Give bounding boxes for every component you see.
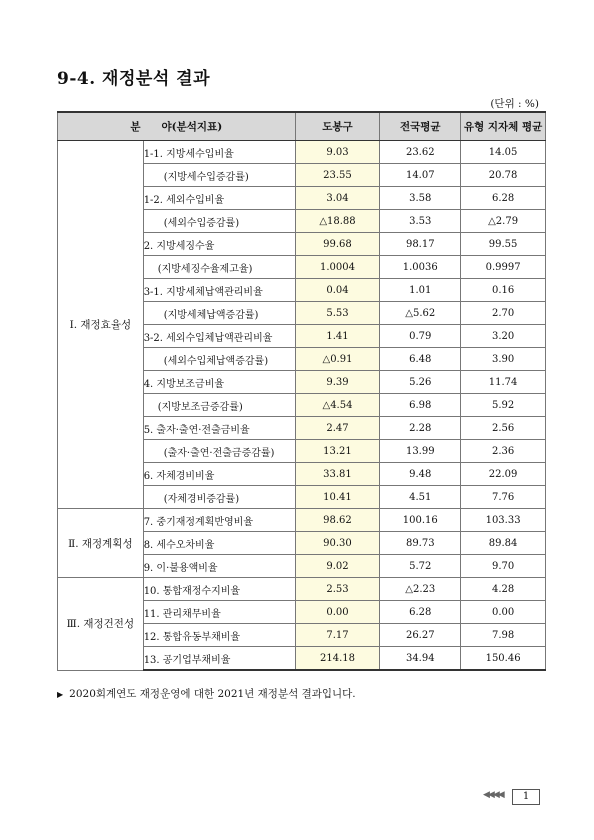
national-value: 9.48 <box>380 463 461 486</box>
dobong-value: 0.00 <box>295 601 380 624</box>
national-value: 100.16 <box>380 509 461 532</box>
type-avg-value: 7.98 <box>461 624 546 647</box>
type-avg-value: 0.00 <box>461 601 546 624</box>
type-avg-value: 11.74 <box>461 371 546 394</box>
row-label: 11. 관리채무비율 <box>143 601 295 624</box>
type-avg-value: 2.56 <box>461 417 546 440</box>
type-avg-value: 6.28 <box>461 187 546 210</box>
national-value: 5.72 <box>380 555 461 578</box>
header-field: 분 야(분석지표) <box>58 112 296 141</box>
national-value: 1.01 <box>380 279 461 302</box>
dobong-value: 9.02 <box>295 555 380 578</box>
national-value: △2.23 <box>380 578 461 601</box>
national-value: 1.0036 <box>380 256 461 279</box>
category-planning: Ⅱ. 재정계획성 <box>58 509 144 578</box>
row-label: 5. 출자·출연·전출금비율 <box>143 417 295 440</box>
footnote <box>57 686 356 701</box>
dobong-value: 5.53 <box>295 302 380 325</box>
triangle-bullet-icon: ▶ <box>57 690 64 699</box>
dobong-value: 0.04 <box>295 279 380 302</box>
national-value: 5.26 <box>380 371 461 394</box>
row-label: 1-2. 세외수입비율 <box>143 187 295 210</box>
row-label: (지방세체납액증감률) <box>143 302 295 325</box>
type-avg-value: 5.92 <box>461 394 546 417</box>
row-label: 4. 지방보조금비율 <box>143 371 295 394</box>
dobong-value: △0.91 <box>295 348 380 371</box>
table-row <box>58 578 546 601</box>
type-avg-value: 0.9997 <box>461 256 546 279</box>
type-avg-value: 3.90 <box>461 348 546 371</box>
national-value: 34.94 <box>380 647 461 671</box>
dobong-value: 13.21 <box>295 440 380 463</box>
dobong-value: 33.81 <box>295 463 380 486</box>
table-row <box>58 509 546 532</box>
type-avg-value: △2.79 <box>461 210 546 233</box>
category-soundness: Ⅲ. 재정건전성 <box>58 578 144 671</box>
row-label: (지방보조금증감률) <box>143 394 295 417</box>
national-value: 89.73 <box>380 532 461 555</box>
national-value: 6.98 <box>380 394 461 417</box>
dobong-value: 9.39 <box>295 371 380 394</box>
type-avg-value: 0.16 <box>461 279 546 302</box>
chevrons-left-icon: ◀◀◀◀ <box>483 790 503 800</box>
type-avg-value: 20.78 <box>461 164 546 187</box>
type-avg-value: 4.28 <box>461 578 546 601</box>
national-value: 0.79 <box>380 325 461 348</box>
type-avg-value: 9.70 <box>461 555 546 578</box>
national-value: 23.62 <box>380 141 461 164</box>
row-label: (자체경비증감률) <box>143 486 295 509</box>
type-avg-value: 2.70 <box>461 302 546 325</box>
dobong-value: 214.18 <box>295 647 380 671</box>
table-row <box>58 141 546 164</box>
dobong-value: 1.0004 <box>295 256 380 279</box>
national-value: 3.53 <box>380 210 461 233</box>
national-value: 98.17 <box>380 233 461 256</box>
row-label: 10. 통합재정수지비율 <box>143 578 295 601</box>
type-avg-value: 2.36 <box>461 440 546 463</box>
dobong-value: 7.17 <box>295 624 380 647</box>
national-value: 2.28 <box>380 417 461 440</box>
row-label: 3-1. 지방세체납액관리비율 <box>143 279 295 302</box>
row-label: (세외수입체납액증감률) <box>143 348 295 371</box>
type-avg-value: 103.33 <box>461 509 546 532</box>
row-label: (세외수입증감률) <box>143 210 295 233</box>
row-label: 12. 통합유동부채비율 <box>143 624 295 647</box>
dobong-value: 98.62 <box>295 509 380 532</box>
dobong-value: 2.47 <box>295 417 380 440</box>
row-label: 8. 세수오차비율 <box>143 532 295 555</box>
row-label: 1-1. 지방세수입비율 <box>143 141 295 164</box>
row-label: 6. 자체경비비율 <box>143 463 295 486</box>
national-value: 3.58 <box>380 187 461 210</box>
type-avg-value: 14.05 <box>461 141 546 164</box>
type-avg-value: 99.55 <box>461 233 546 256</box>
type-avg-value: 7.76 <box>461 486 546 509</box>
unit-label: (단위 : %) <box>490 98 539 110</box>
row-label: (지방세징수율제고율) <box>143 256 295 279</box>
type-avg-value: 3.20 <box>461 325 546 348</box>
type-avg-value: 89.84 <box>461 532 546 555</box>
row-label: 7. 중기재정계획반영비율 <box>143 509 295 532</box>
footnote-text: 2020회계연도 재정운영에 대한 2021년 재정분석 결과입니다. <box>69 688 356 700</box>
dobong-value: 10.41 <box>295 486 380 509</box>
dobong-value: △18.88 <box>295 210 380 233</box>
row-label: (지방세수입증감률) <box>143 164 295 187</box>
national-value: △5.62 <box>380 302 461 325</box>
dobong-value: 23.55 <box>295 164 380 187</box>
row-label: 13. 공기업부채비율 <box>143 647 295 671</box>
header-dobong: 도봉구 <box>295 112 380 141</box>
row-label: 2. 지방세징수율 <box>143 233 295 256</box>
national-value: 6.28 <box>380 601 461 624</box>
dobong-value: △4.54 <box>295 394 380 417</box>
national-value: 13.99 <box>380 440 461 463</box>
table-header-row <box>58 112 546 141</box>
national-value: 14.07 <box>380 164 461 187</box>
dobong-value: 2.53 <box>295 578 380 601</box>
national-value: 4.51 <box>380 486 461 509</box>
row-label: (출자·출연·전출금증감률) <box>143 440 295 463</box>
row-label: 9. 이·불용액비율 <box>143 555 295 578</box>
header-type-avg: 유형 지자체 평균 <box>461 112 546 141</box>
analysis-table <box>57 111 546 671</box>
row-label: 3-2. 세외수입체납액관리비율 <box>143 325 295 348</box>
page-title: 9-4. 재정분석 결과 <box>57 69 211 89</box>
category-efficiency: Ⅰ. 재정효율성 <box>58 141 144 509</box>
dobong-value: 99.68 <box>295 233 380 256</box>
header-national: 전국평균 <box>380 112 461 141</box>
type-avg-value: 150.46 <box>461 647 546 671</box>
dobong-value: 90.30 <box>295 532 380 555</box>
national-value: 6.48 <box>380 348 461 371</box>
dobong-value: 3.04 <box>295 187 380 210</box>
type-avg-value: 22.09 <box>461 463 546 486</box>
dobong-value: 9.03 <box>295 141 380 164</box>
page-number: 1 <box>512 789 540 805</box>
national-value: 26.27 <box>380 624 461 647</box>
dobong-value: 1.41 <box>295 325 380 348</box>
